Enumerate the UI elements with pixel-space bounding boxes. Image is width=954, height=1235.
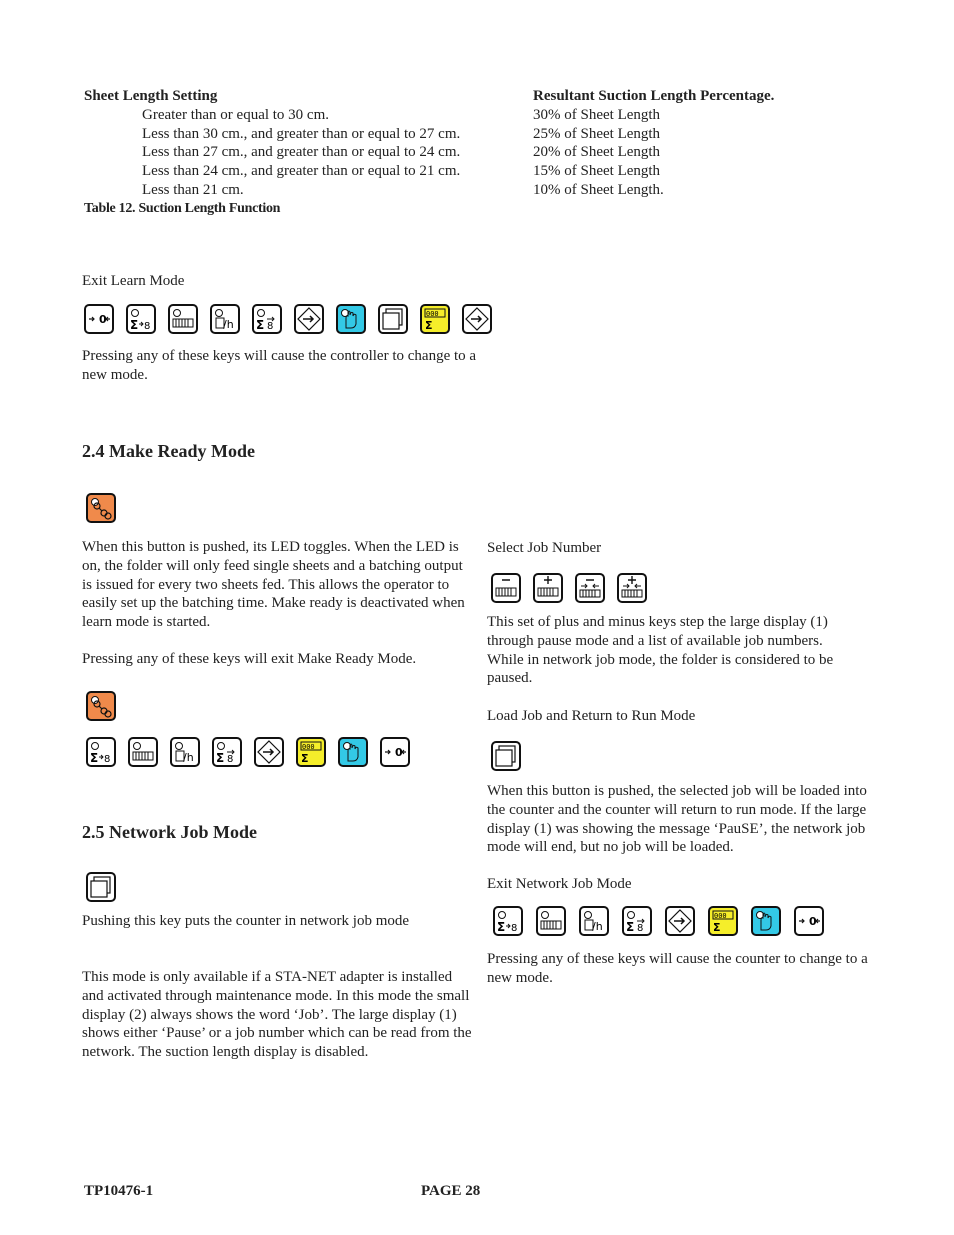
select-job-heading: Select Job Number: [487, 540, 602, 556]
learn-key[interactable]: [336, 304, 366, 334]
exit-network-text: Pressing any of these keys will cause the counter to change to a new mode.: [487, 951, 868, 986]
footer-doc-id: TP10476-1: [84, 1183, 154, 1199]
svg-text:8: 8: [144, 321, 151, 332]
zero-reset-icon: [86, 306, 112, 332]
network-para2: This mode is only available if a STA-NET adapter is installed and activated through maintenance mode. In this mode the small display (2) always shows the word ‘Job’. The large display (1) shows either ‘Pause’ or a job number which can be read from the network. The suction length display is disabled.: [82, 969, 472, 1061]
zero-reset-key[interactable]: [380, 737, 410, 767]
make-ready-para2: Pressing any of these keys will exit Make Ready Mode.: [82, 651, 417, 667]
svg-text:Σ: Σ: [497, 920, 506, 934]
table-cell-setting: Less than 21 cm.: [142, 182, 244, 198]
pages-icon: [380, 306, 406, 332]
footer-page-number: PAGE 28: [421, 1183, 481, 1199]
exit-learn-keys: [84, 304, 504, 334]
exit-network-heading: Exit Network Job Mode: [487, 876, 632, 892]
make-ready-key[interactable]: [86, 493, 116, 523]
plus-icon: [619, 575, 645, 601]
batch-key[interactable]: [536, 906, 566, 936]
batch-key[interactable]: [168, 304, 198, 334]
load-job-heading: Load Job and Return to Run Mode: [487, 708, 696, 724]
sheets-icon: [88, 495, 114, 521]
learn-key[interactable]: [751, 906, 781, 936]
zero-reset-icon: [382, 739, 408, 765]
svg-text:/h: /h: [223, 318, 234, 331]
table-cell-setting: Greater than or equal to 30 cm.: [142, 107, 330, 123]
total-key[interactable]: [622, 906, 652, 936]
svg-text:Σ: Σ: [90, 751, 99, 765]
svg-text:0: 0: [395, 746, 403, 759]
svg-text:Σ: Σ: [713, 921, 721, 934]
job-minus-fast-key[interactable]: [575, 573, 605, 603]
exit-learn-heading: Exit Learn Mode: [82, 273, 185, 289]
enter-icon: [256, 739, 282, 765]
svg-text:Σ: Σ: [130, 318, 139, 332]
rate-key[interactable]: [210, 304, 240, 334]
table-cell-setting: Less than 27 cm., and greater than or equal to 24 cm.: [142, 144, 461, 160]
load-job-key[interactable]: [491, 741, 521, 771]
minus-icon: [493, 575, 519, 601]
enter-key[interactable]: [665, 906, 695, 936]
counter-key[interactable]: [708, 906, 738, 936]
total-icon: [214, 739, 240, 765]
counter-icon: [710, 908, 736, 934]
svg-text:/h: /h: [183, 751, 194, 764]
sum-reset-icon: [88, 739, 114, 765]
table-header-setting: Sheet Length Setting: [84, 88, 218, 104]
counter-key[interactable]: [420, 304, 450, 334]
svg-text:0: 0: [99, 313, 107, 326]
table-caption: Table 12. Suction Length Function: [84, 201, 281, 216]
total-icon: [624, 908, 650, 934]
svg-text:0: 0: [809, 915, 817, 928]
learn-key[interactable]: [338, 737, 368, 767]
enter-key[interactable]: [294, 304, 324, 334]
svg-text:8: 8: [227, 754, 234, 765]
table-cell-result: 30% of Sheet Length: [533, 107, 661, 123]
hand-icon: [338, 306, 364, 332]
svg-text:Σ: Σ: [425, 319, 433, 332]
svg-text:Σ: Σ: [626, 920, 635, 934]
sheets-icon: [88, 693, 114, 719]
table-cell-result: 10% of Sheet Length.: [533, 182, 664, 198]
table-cell-result: 25% of Sheet Length: [533, 126, 661, 142]
sum-reset-key[interactable]: [126, 304, 156, 334]
rate-key[interactable]: [170, 737, 200, 767]
total-key[interactable]: [212, 737, 242, 767]
svg-text:000: 000: [302, 743, 315, 751]
batch-icon: [170, 306, 196, 332]
select-job-text: This set of plus and minus keys step the large display (1) through pause mode and a list of available job numbers. While in network job mode, the folder is considered to be paused.: [487, 614, 834, 687]
zero-reset-key[interactable]: [794, 906, 824, 936]
svg-text:Σ: Σ: [216, 751, 225, 765]
exit-learn-text: Pressing any of these keys will cause the controller to change to a new mode.: [82, 348, 477, 383]
rate-key[interactable]: [579, 906, 609, 936]
svg-text:000: 000: [714, 912, 727, 920]
batch-icon: [538, 908, 564, 934]
table-cell-result: 15% of Sheet Length: [533, 163, 661, 179]
zero-reset-icon: [796, 908, 822, 934]
enter-icon: [296, 306, 322, 332]
total-icon: [254, 306, 280, 332]
counter-icon: [422, 306, 448, 332]
pages-icon: [493, 743, 519, 769]
section-heading-make-ready: 2.4 Make Ready Mode: [82, 441, 255, 461]
table-cell-setting: Less than 30 cm., and greater than or equal to 27 cm.: [142, 126, 461, 142]
make-ready-para1: When this button is pushed, its LED toggles. When the LED is on, the folder will only feed single sheets and a batching output is issued for every two sheets fed. This allows the operator to easily set up the batching time. Make ready is deactivated when learn mode is started.: [82, 539, 465, 631]
plus-icon: [535, 575, 561, 601]
sum-reset-key[interactable]: [86, 737, 116, 767]
section-heading-network: 2.5 Network Job Mode: [82, 822, 257, 842]
pages-icon: [88, 874, 114, 900]
counter-key[interactable]: [296, 737, 326, 767]
batch-key[interactable]: [128, 737, 158, 767]
network-para1: Pushing this key puts the counter in network job mode: [82, 913, 410, 929]
svg-text:Σ: Σ: [256, 318, 265, 332]
job-minus-key[interactable]: [491, 573, 521, 603]
make-ready-key[interactable]: [86, 691, 116, 721]
rate-icon: [212, 306, 238, 332]
network-job-key[interactable]: [378, 304, 408, 334]
batch-icon: [130, 739, 156, 765]
load-job-text: When this button is pushed, the selected job will be loaded into the counter and the counter will return to run mode. If the large display (1) was showing the message ‘PauSE’, the network job mode will end, but no job will be loaded.: [487, 783, 867, 856]
svg-text:/h: /h: [592, 920, 603, 933]
enter-key[interactable]: [254, 737, 284, 767]
sum-reset-icon: [128, 306, 154, 332]
sum-reset-icon: [495, 908, 521, 934]
svg-text:8: 8: [104, 754, 111, 765]
hand-icon: [753, 908, 779, 934]
table-cell-result: 20% of Sheet Length: [533, 144, 661, 160]
job-plus-key[interactable]: [533, 573, 563, 603]
enter-key[interactable]: [462, 304, 492, 334]
svg-text:000: 000: [426, 310, 439, 318]
job-plus-fast-key[interactable]: [617, 573, 647, 603]
svg-text:Σ: Σ: [301, 752, 309, 765]
sum-reset-key[interactable]: [493, 906, 523, 936]
network-job-key[interactable]: [86, 872, 116, 902]
hand-icon: [340, 739, 366, 765]
total-key[interactable]: [252, 304, 282, 334]
svg-text:8: 8: [511, 923, 518, 934]
rate-icon: [172, 739, 198, 765]
minus-icon: [577, 575, 603, 601]
svg-text:8: 8: [267, 321, 274, 332]
zero-reset-key[interactable]: [84, 304, 114, 334]
rate-icon: [581, 908, 607, 934]
svg-text:8: 8: [637, 923, 644, 934]
enter-icon: [667, 908, 693, 934]
enter-icon: [464, 306, 490, 332]
counter-icon: [298, 739, 324, 765]
table-cell-setting: Less than 24 cm., and greater than or equal to 21 cm.: [142, 163, 461, 179]
table-header-result: Resultant Suction Length Percentage.: [533, 88, 775, 104]
